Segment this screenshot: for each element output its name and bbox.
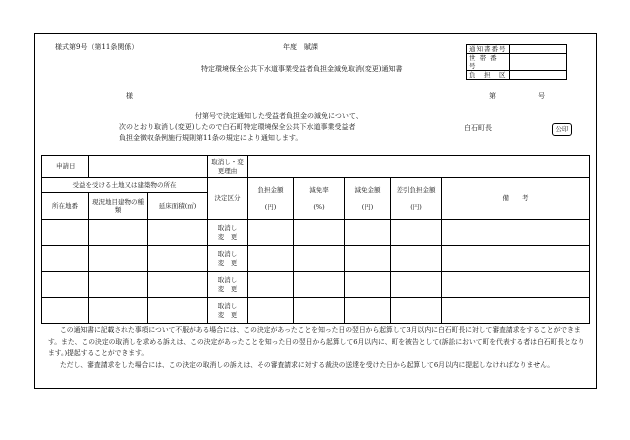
cell [89,298,148,324]
cell [442,220,590,246]
reason-value [248,156,590,178]
cell [294,298,345,324]
cell [89,246,148,272]
decision-cell [208,246,248,272]
rate-header [294,178,345,220]
cell [391,298,442,324]
decision-cancel: 取消し [217,250,238,259]
cell [148,220,208,246]
applied-date-value [89,156,208,178]
net-unit: (円) [410,202,422,211]
mayor-title: 白石町長 [464,124,492,132]
recipient-sama: 様 [126,92,133,100]
exempt-header [345,178,391,220]
note-paragraph-2: ただし、審査請求をした場合には、この決定の取消しの訴えは、その審査請求に対する裁決の送達を受けた日から起算して6月以内に提起しなければなりません。 [60,360,555,369]
notice-number-value [510,45,567,54]
cell [248,220,294,246]
cell [345,246,391,272]
decision-change: 変 更 [217,310,238,319]
cell [248,272,294,298]
land-group-header: 受益を受ける土地又は建築物の所在 [42,178,208,193]
current-type-header: 現況地目建物の種類 [89,193,148,220]
cell [442,272,590,298]
table-row [42,178,590,193]
remarks-header: 備 考 [442,178,590,220]
exempt-unit: (円) [361,202,374,211]
number-gou: 号 [538,92,545,100]
decision-change: 変 更 [217,284,238,293]
rate-unit: (%) [313,202,325,211]
cell [248,246,294,272]
decision-cancel: 取消し [217,276,238,285]
notes-section [48,325,586,371]
decision-cancel: 取消し [217,302,238,311]
cell [294,220,345,246]
burden-area-label: 負 担 区 [467,71,510,80]
decision-change: 変 更 [217,232,238,241]
decision-cell [208,272,248,298]
form-number: 様式第9号（第11条関係） [55,43,139,51]
side-info-box [466,44,567,80]
cell [345,220,391,246]
cell [89,272,148,298]
side-row [467,45,567,54]
body-line-3: 負担金徴収条例施行規則第11条の規定により通知します。 [119,134,303,142]
number-dai: 第 [489,92,496,100]
body-line-1: 付第号で決定通知した受益者負担金の減免について、 [195,112,363,120]
cell [42,298,89,324]
cell [89,220,148,246]
cell [391,246,442,272]
location-header: 所在地番 [42,193,89,220]
net-label: 差引負担金額 [396,186,436,195]
side-row [467,71,567,80]
floor-area-header: 延床面積(㎡) [148,193,208,220]
exempt-label: 減免金額 [354,186,381,195]
cell [391,272,442,298]
cell [42,246,89,272]
cell [42,220,89,246]
reason-label: 取消し・変更理由 [208,156,248,178]
table-row [42,156,590,178]
decision-cell [208,220,248,246]
table-row [42,220,590,246]
cell [294,246,345,272]
cell [345,272,391,298]
decision-header: 決定区分 [208,178,248,220]
official-seal: 公印 [552,123,572,136]
cell [148,272,208,298]
cell [391,220,442,246]
cell [148,246,208,272]
cell [345,298,391,324]
household-number-label: 世 帯 番 号 [467,54,510,71]
cell [442,298,590,324]
table-row [42,246,590,272]
notice-number-label: 通知書番号 [467,45,510,54]
cell [248,298,294,324]
details-table [41,155,590,324]
table-row [42,298,590,324]
decision-cell [208,298,248,324]
applied-date-label: 申請日 [42,156,89,178]
side-row [467,54,567,71]
charge-unit: (円) [264,202,277,211]
charge-header [248,178,294,220]
decision-change: 変 更 [217,258,238,267]
burden-area-value [510,71,567,80]
note-paragraph-1: この通知書に記載された事項について不服がある場合には、この決定があったことを知った日の翌日から起算して3月以内に白石町長に対して審査請求をすることができます。また、この決定の取消しを求める訴えは、この決定があったことを知った日の翌日から起算して6月以内に、町を被告として(訴訟において町を代表する者は白石町長となります。)提起することができます。 [48,326,585,358]
cell [442,246,590,272]
charge-label: 負担金額 [257,186,284,195]
document-title: 特定環境保全公共下水道事業受益者負担金減免取消(変更)通知書 [201,65,403,73]
cell [294,272,345,298]
cell [148,298,208,324]
net-header [391,178,442,220]
year-section: 年度 賦課 [283,43,318,51]
household-number-value [510,54,567,71]
decision-cancel: 取消し [217,224,238,233]
cell [42,272,89,298]
rate-label: 減免率 [309,186,329,195]
body-line-2: 次のとおり取消し(変更)したので白石町特定環境保全公共下水道事業受益者 [119,123,356,131]
table-row [42,272,590,298]
